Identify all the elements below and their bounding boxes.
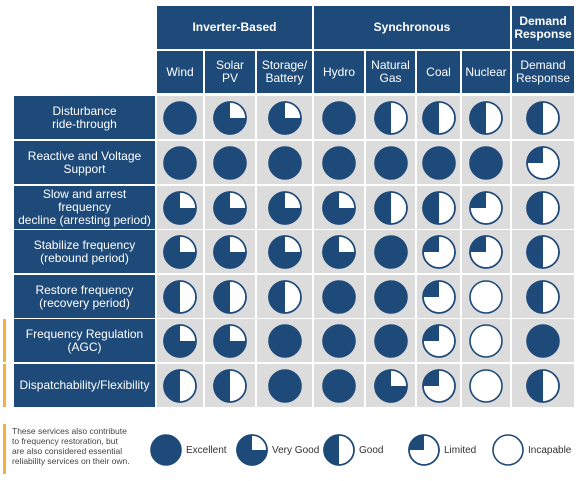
legend-label: Very Good (272, 444, 320, 456)
legend-circle-icon (150, 434, 182, 466)
rating-cell (512, 96, 574, 139)
rating-cell (314, 364, 364, 407)
rating-circle-icon (268, 324, 302, 358)
legend-circle-icon (236, 434, 268, 466)
rating-circle-icon (213, 369, 247, 403)
rating-cell (157, 141, 203, 184)
rating-circle-icon (268, 101, 302, 135)
rating-cell (417, 230, 460, 273)
group-header: Synchronous (314, 6, 510, 49)
rating-circle-icon (469, 324, 503, 358)
rating-circle-icon (213, 235, 247, 269)
rating-cell (417, 364, 460, 407)
legend-item (236, 434, 319, 466)
legend-circle-icon (492, 434, 524, 466)
rating-cell (157, 96, 203, 139)
rating-circle-icon (469, 146, 503, 180)
rating-circle-icon (213, 101, 247, 135)
rating-circle-icon (268, 280, 302, 314)
rating-circle-icon (526, 146, 560, 180)
rating-cell (257, 230, 312, 273)
rating-circle-icon (374, 324, 408, 358)
legend-circle-icon (408, 434, 440, 466)
group-header: Demand Response (512, 6, 574, 49)
rating-circle-icon (422, 280, 456, 314)
rating-circle-icon (469, 369, 503, 403)
rating-circle-icon (526, 191, 560, 225)
rating-circle-icon (422, 191, 456, 225)
rating-circle-icon (322, 101, 356, 135)
rating-cell (417, 319, 460, 362)
rating-circle-icon (163, 324, 197, 358)
rating-circle-icon (469, 235, 503, 269)
rating-circle-icon (374, 191, 408, 225)
rating-cell (366, 275, 415, 318)
rating-circle-icon (213, 191, 247, 225)
legend-item (150, 434, 227, 466)
rating-cell (512, 319, 574, 362)
rating-cell (157, 319, 203, 362)
legend-note: These services also contribute to frequency restoration, but are also considered essential reliability services on their own. (12, 426, 130, 466)
row-header: Restore frequency (recovery period) (14, 275, 155, 318)
rating-cell (366, 96, 415, 139)
rating-cell (417, 96, 460, 139)
legend-label: Excellent (186, 444, 227, 456)
rating-circle-icon (422, 324, 456, 358)
rating-cell (512, 141, 574, 184)
rating-cell (512, 275, 574, 318)
rating-cell (257, 319, 312, 362)
rating-cell (257, 275, 312, 318)
rating-circle-icon (163, 101, 197, 135)
group-header: Inverter-Based (157, 6, 312, 49)
rating-circle-icon (163, 369, 197, 403)
legend-label: Incapable (528, 444, 572, 456)
row-header: Dispatchability/Flexibility (14, 364, 155, 407)
rating-circle-icon (322, 280, 356, 314)
rating-cell (366, 186, 415, 229)
legend-circle-icon (323, 434, 355, 466)
rating-circle-icon (268, 235, 302, 269)
rating-cell (257, 141, 312, 184)
rating-cell (512, 186, 574, 229)
rating-cell (205, 275, 255, 318)
rating-circle-icon (213, 280, 247, 314)
rating-cell (205, 319, 255, 362)
rating-cell (366, 230, 415, 273)
rating-cell (314, 319, 364, 362)
column-header: Solar PV (205, 51, 255, 93)
rating-circle-icon (268, 146, 302, 180)
rating-cell (314, 141, 364, 184)
row-accent-bar (3, 319, 6, 362)
legend-item (323, 434, 383, 466)
rating-cell (257, 186, 312, 229)
rating-circle-icon (322, 235, 356, 269)
rating-circle-icon (374, 235, 408, 269)
row-header: Slow and arrest frequency decline (arresting period) (14, 186, 155, 229)
rating-cell (512, 230, 574, 273)
rating-cell (462, 364, 510, 407)
legend-accent-bar (3, 424, 6, 474)
rating-cell (205, 96, 255, 139)
rating-circle-icon (322, 369, 356, 403)
rating-circle-icon (469, 191, 503, 225)
rating-circle-icon (268, 191, 302, 225)
row-header: Disturbance ride-through (14, 96, 155, 139)
legend-label: Limited (444, 444, 477, 456)
rating-cell (314, 96, 364, 139)
rating-circle-icon (163, 146, 197, 180)
rating-circle-icon (526, 324, 560, 358)
rating-circle-icon (213, 146, 247, 180)
rating-circle-icon (422, 369, 456, 403)
row-header: Frequency Regulation (AGC) (14, 319, 155, 362)
rating-circle-icon (322, 324, 356, 358)
rating-cell (366, 319, 415, 362)
rating-cell (417, 141, 460, 184)
rating-circle-icon (422, 235, 456, 269)
legend-label: Good (359, 444, 384, 456)
legend-item (492, 434, 571, 466)
rating-cell (462, 141, 510, 184)
rating-cell (314, 275, 364, 318)
rating-cell (157, 364, 203, 407)
rating-circle-icon (374, 101, 408, 135)
rating-circle-icon (322, 146, 356, 180)
rating-cell (205, 141, 255, 184)
rating-circle-icon (268, 369, 302, 403)
rating-cell (462, 230, 510, 273)
rating-cell (462, 96, 510, 139)
rating-cell (205, 230, 255, 273)
rating-circle-icon (469, 280, 503, 314)
rating-cell (157, 275, 203, 318)
column-header: Demand Response (512, 51, 574, 93)
rating-circle-icon (163, 280, 197, 314)
rating-cell (462, 319, 510, 362)
rating-circle-icon (526, 369, 560, 403)
column-header: Natural Gas (366, 51, 415, 93)
rating-cell (417, 186, 460, 229)
rating-cell (257, 364, 312, 407)
rating-circle-icon (526, 101, 560, 135)
rating-cell (205, 186, 255, 229)
rating-cell (366, 141, 415, 184)
rating-cell (314, 186, 364, 229)
rating-circle-icon (163, 235, 197, 269)
rating-cell (512, 364, 574, 407)
rating-cell (205, 364, 255, 407)
rating-circle-icon (163, 191, 197, 225)
row-header: Reactive and Voltage Support (14, 141, 155, 184)
row-header: Stabilize frequency (rebound period) (14, 230, 155, 273)
rating-circle-icon (322, 191, 356, 225)
rating-circle-icon (213, 324, 247, 358)
column-header: Hydro (314, 51, 364, 93)
row-accent-bar (3, 364, 6, 407)
rating-circle-icon (374, 146, 408, 180)
rating-cell (314, 230, 364, 273)
rating-cell (366, 364, 415, 407)
legend-item (408, 434, 476, 466)
column-header: Coal (417, 51, 460, 93)
rating-cell (417, 275, 460, 318)
column-header: Nuclear (462, 51, 510, 93)
rating-circle-icon (422, 101, 456, 135)
rating-circle-icon (374, 369, 408, 403)
rating-circle-icon (422, 146, 456, 180)
rating-cell (257, 96, 312, 139)
rating-circle-icon (469, 101, 503, 135)
rating-circle-icon (526, 235, 560, 269)
rating-cell (462, 186, 510, 229)
column-header: Wind (157, 51, 203, 93)
rating-circle-icon (526, 280, 560, 314)
rating-cell (157, 230, 203, 273)
rating-circle-icon (374, 280, 408, 314)
column-header: Storage/ Battery (257, 51, 312, 93)
rating-cell (462, 275, 510, 318)
rating-cell (157, 186, 203, 229)
